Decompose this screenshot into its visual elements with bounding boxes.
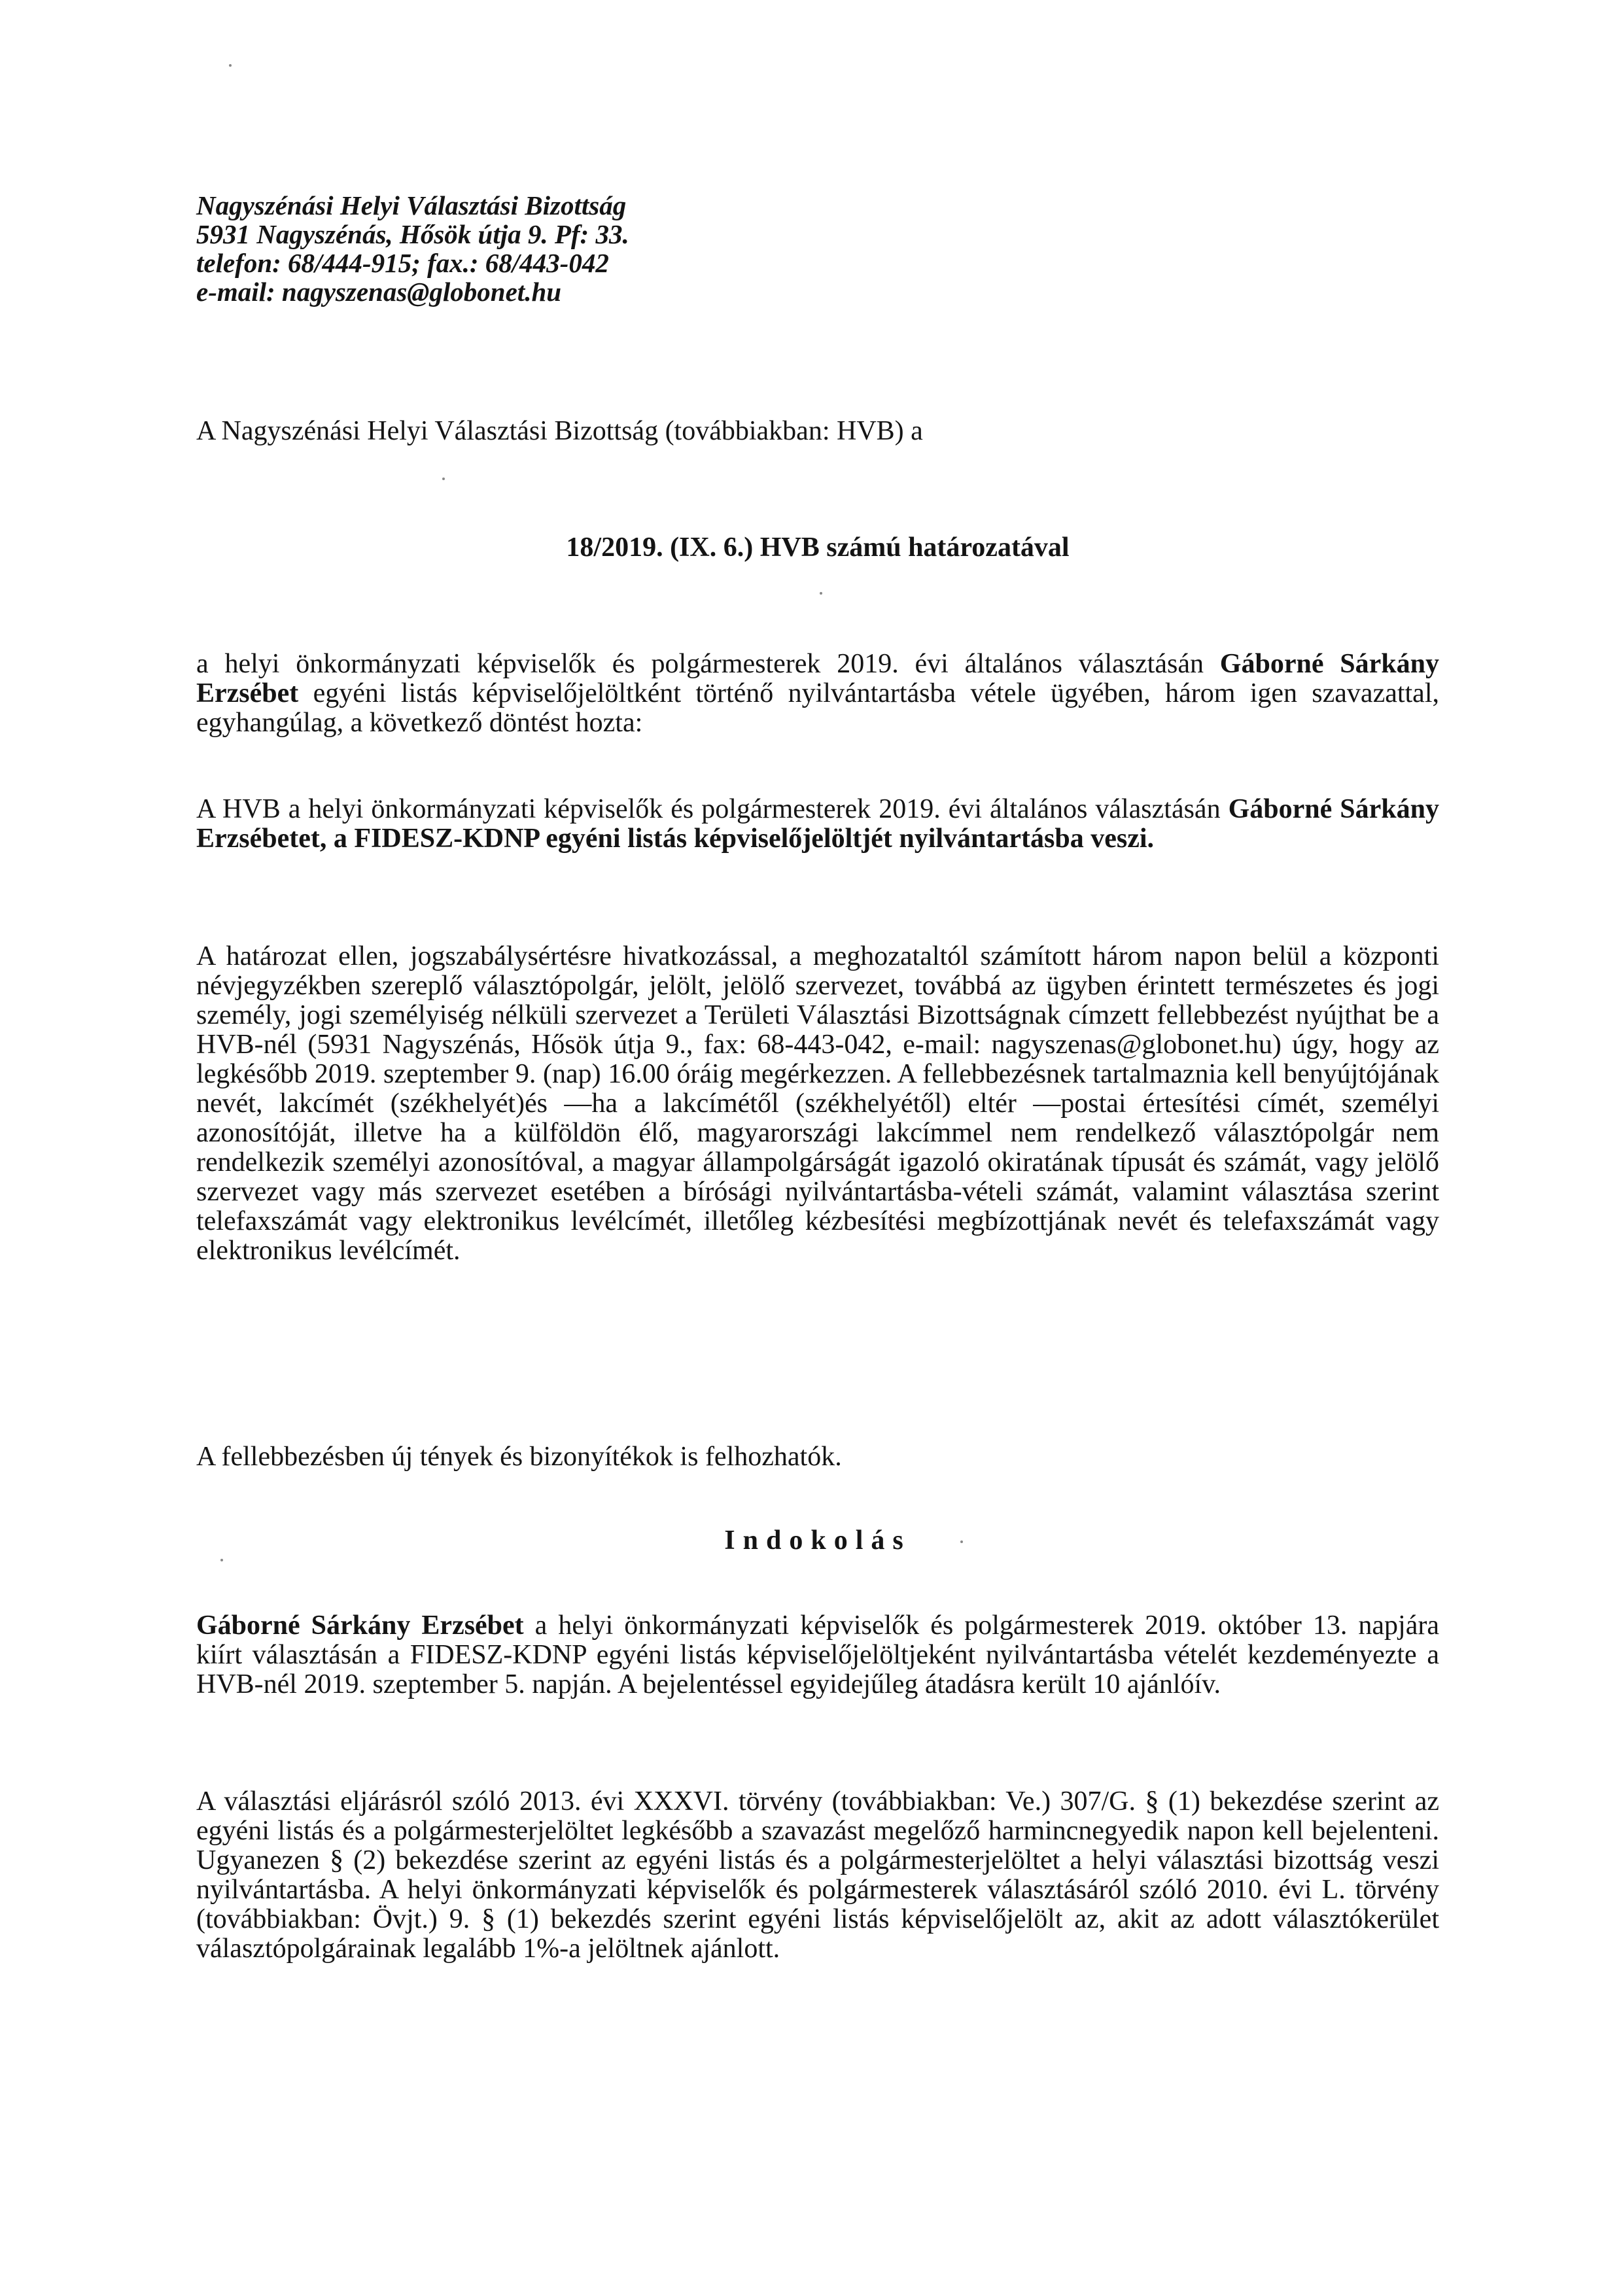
letterhead [196,191,629,306]
letterhead-committee-name: Nagyszénási Helyi Választási Bizottság [196,190,627,220]
ruling-paragraph [196,795,1439,854]
letterhead-address: 5931 Nagyszénás, Hősök útja 9. Pf: 33. [196,219,629,249]
reasoning-paragraph-2: A választási eljárásról szóló 2013. évi XXXVI. törvény (továbbiakban: Ve.) 307/G. § (1) bekezdése szerint az egyéni listás és a polgármesterjelöltet legkésőbb a szavazást megelőző harmincnegyedik napon kell bejelenteni. Ugyanezen § (2) bekezdése szerint az egyéni listás és a polgármesterjelöltet a helyi választási bizottság veszi nyilvántartásba. A helyi önkormányzati képviselők és polgármesterek választásáról szóló 2010. évi L. törvény (továbbiakban: Övjt.) 9. § (1) bekezdés szerint egyéni listás képviselőjelölt az, akit az adott választókerület választópolgárainak legalább 1%-a jelöltnek ajánlott. [196,1786,1439,1964]
document-page [196,0,1439,2296]
decision-paragraph-text-b: egyéni listás képviselőjelöltként történő nyilvántartásba vétele ügyében, három igen szavazattal, egyhangúlag, a következő döntést hozta: [196,678,1439,738]
candidate-name-2: Gáborné Sárkány Erzsébet [196,1610,524,1641]
ruling-paragraph-bold: Gáborné Sárkány Erzsébetet, a FIDESZ-KDNP egyéni listás képviselőjelöltjét nyilvántartásba veszi. [196,794,1439,854]
decision-paragraph [196,650,1439,738]
reasoning-paragraph-1 [196,1611,1439,1699]
candidate-name: Gáborné Sárkány Erzsébet [196,649,1439,708]
letterhead-phone-fax: telefon: 68/444-915; fax.: 68/443-042 [196,248,609,278]
reasoning-heading: Indokolás [724,1525,911,1556]
intro-line: A Nagyszénási Helyi Választási Bizottság (továbbiakban: HVB) a [196,416,923,446]
letterhead-email: e-mail: nagyszenas@globonet.hu [196,277,562,307]
decision-paragraph-text-a: a helyi önkormányzati képviselők és polgármesterek 2019. évi általános választásán [196,649,1220,679]
reasoning-paragraph-1-text: a helyi önkormányzati képviselők és polgármesterek 2019. október 13. napjára kiírt választásán a FIDESZ-KDNP egyéni listás képviselőjelöltjeként nyilvántartásba vételét kezdeményezte a HVB-nél 2019. szeptember 5. napján. A bejelentéssel egyidejűleg átadásra került 10 ajánlóív. [196,1610,1439,1699]
new-facts-line: A fellebbezésben új tények és bizonyítékok is felhozhatók. [196,1442,842,1472]
decision-number: 18/2019. (IX. 6.) HVB számú határozatával [566,532,1070,563]
ruling-paragraph-text: A HVB a helyi önkormányzati képviselők és polgármesterek 2019. évi általános választásán [196,794,1229,824]
appeal-paragraph: A határozat ellen, jogszabálysértésre hivatkozással, a meghozataltól számított három napon belül a központi névjegyzékben szereplő választópolgár, jelölt, jelölő szervezet, továbbá az ügyben érintett természetes és jogi személy, jogi személyiség nélküli szervezet a Területi Választási Bizottságnak címzett fellebbezést nyújthat be a HVB-nél (5931 Nagyszénás, Hősök útja 9., fax: 68-443-042, e-mail: nagyszenas@globonet.hu) úgy, hogy az legkésőbb 2019. szeptember 9. (nap) 16.00 óráig megérkezzen. A fellebbezésnek tartalmaznia kell benyújtójának nevét, lakcímét (székhelyét)és —ha a lakcímétől (székhelyétől) eltér —postai értesítési címét, személyi azonosítóját, illetve ha a külföldön élő, magyarországi lakcímmel nem rendelkező választópolgár nem rendelkezik személyi azonosítóval, a magyar állampolgárságát igazoló okiratának típusát és számát, vagy jelölő szervezet vagy más szervezet esetében a bírósági nyilvántartásba-vételi számát, valamint választása szerint telefaxszámát vagy elektronikus levélcímét, illetőleg kézbesítési megbízottjának nevét és telefaxszámát vagy elektronikus levélcímét. [196,941,1439,1266]
